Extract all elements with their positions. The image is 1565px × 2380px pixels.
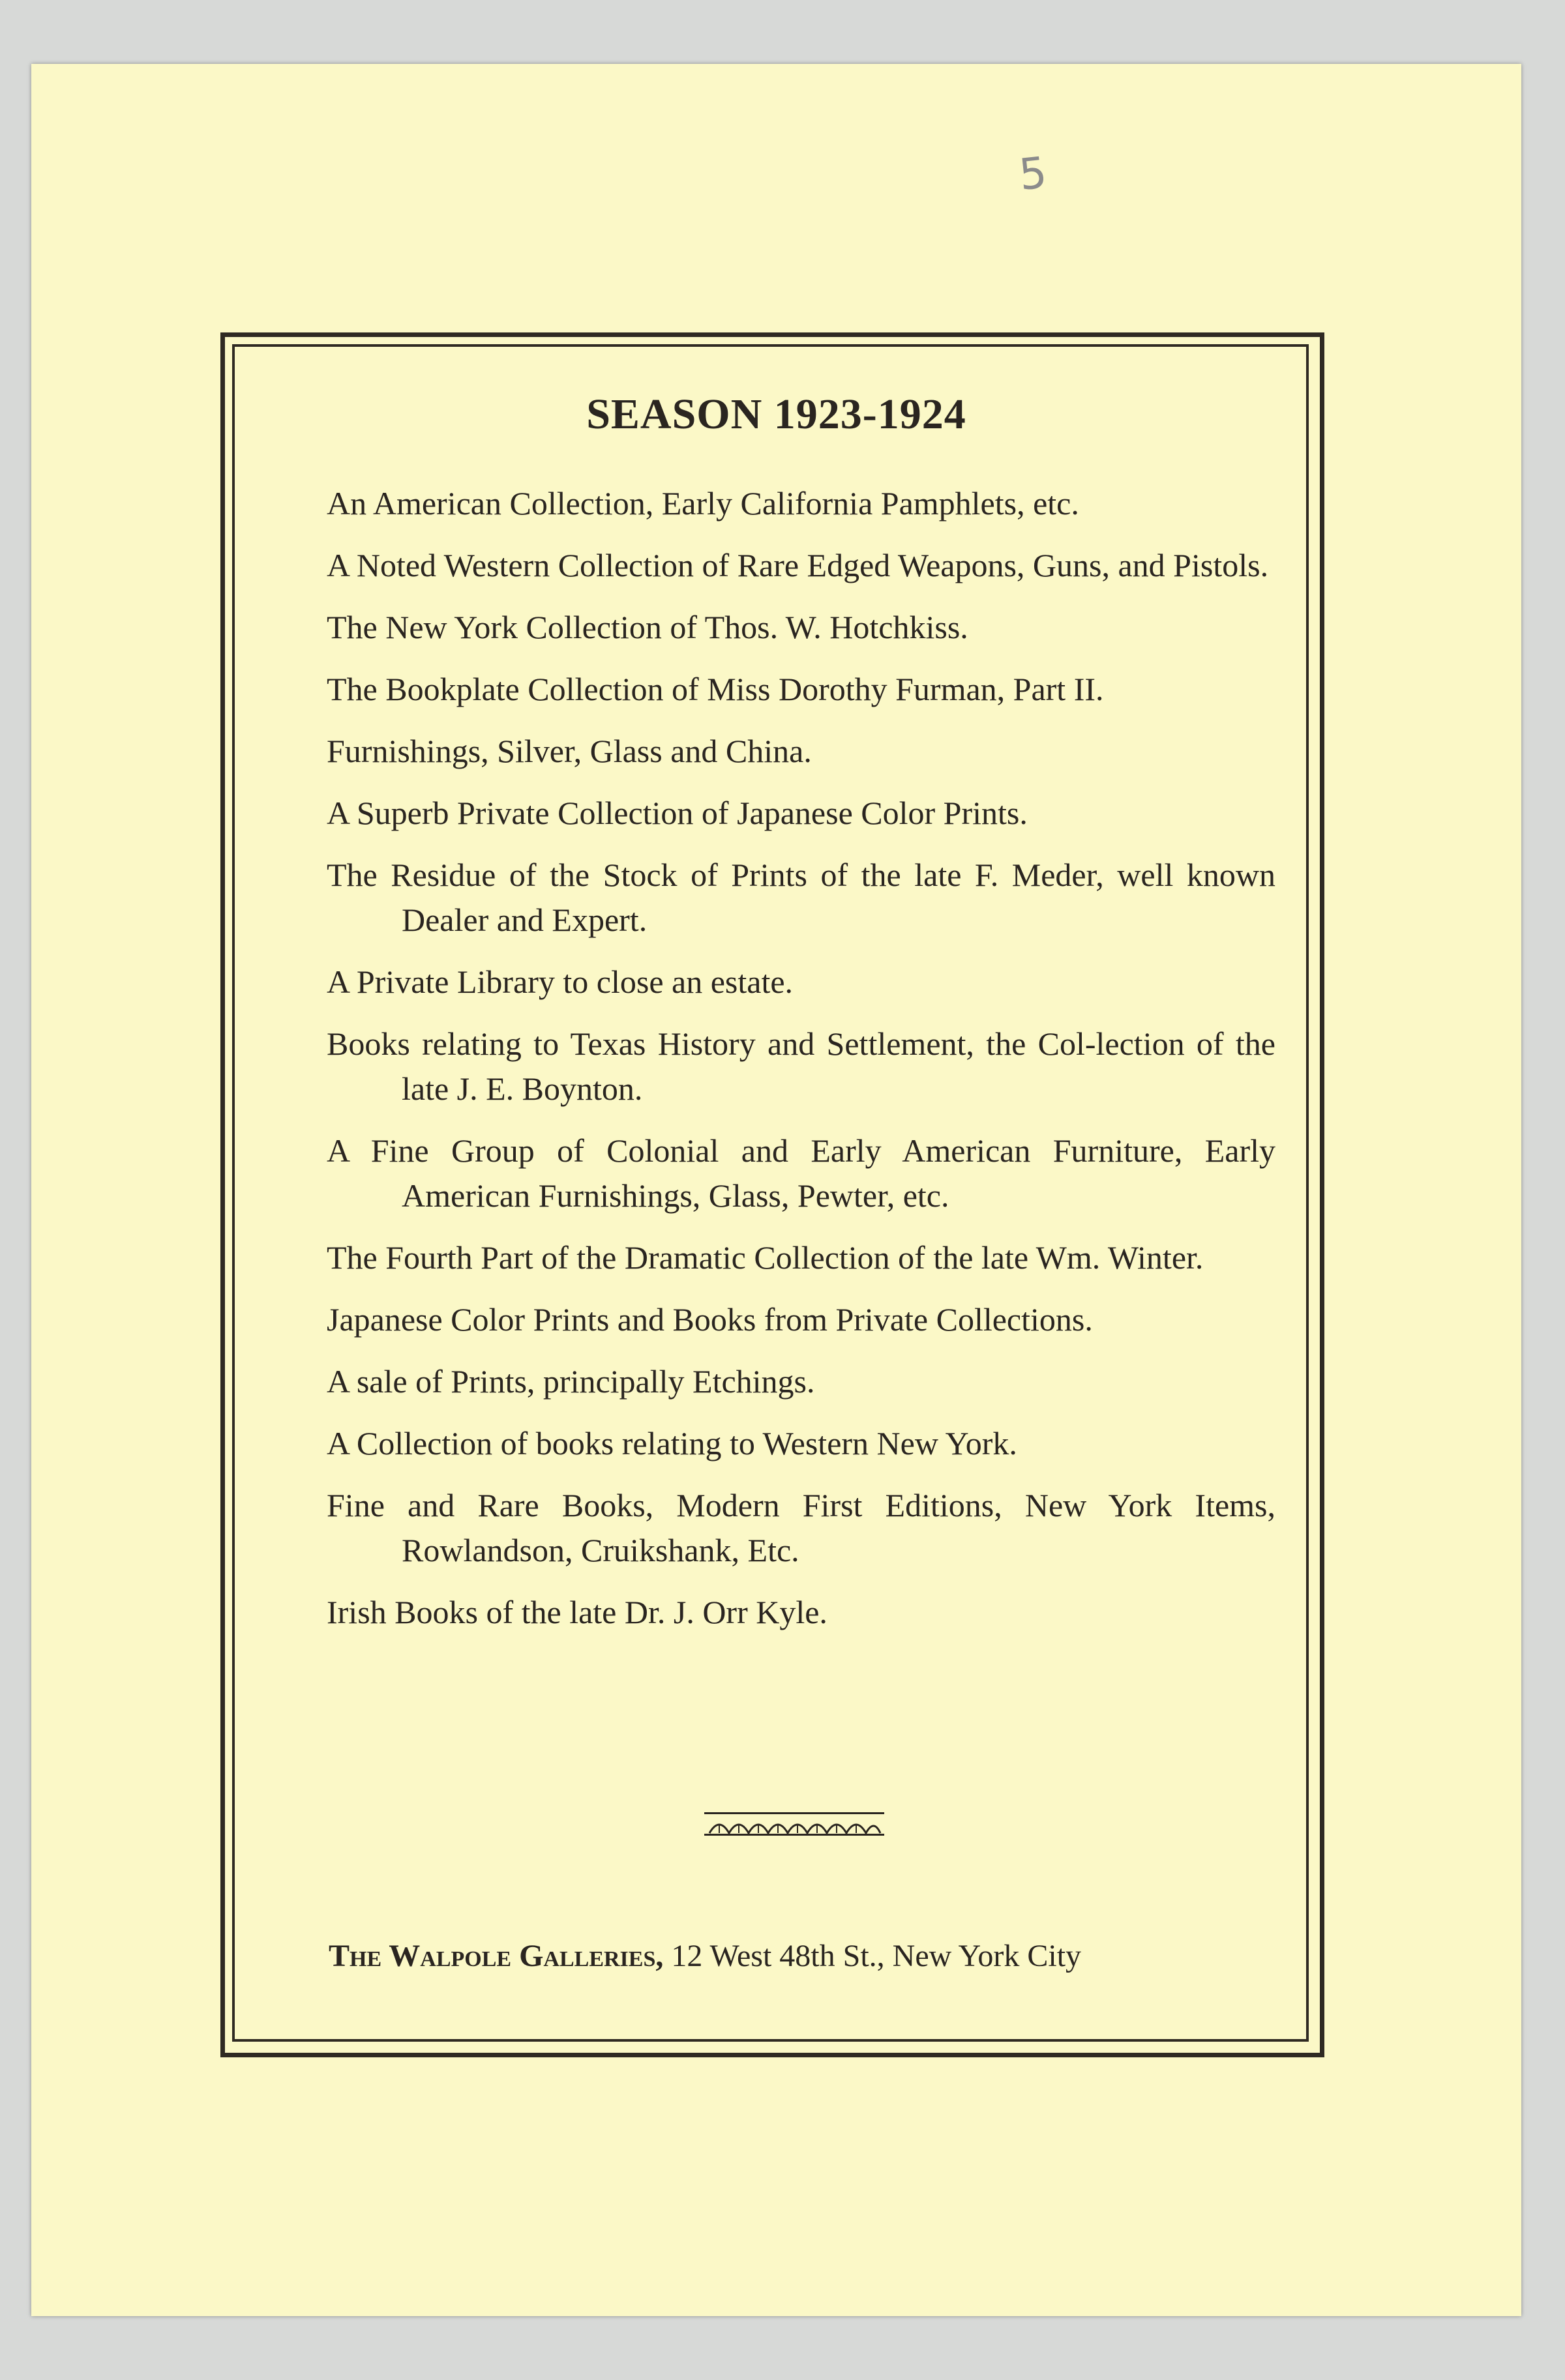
sale-item: Fine and Rare Books, Modern First Editions, New York Items, Rowlandson, Cruikshank, Etc. <box>327 1487 1275 1568</box>
sale-item: The New York Collection of Thos. W. Hotchkiss. <box>327 609 968 645</box>
season-title: SEASON 1923-1924 <box>586 390 966 438</box>
sale-item: A Fine Group of Colonial and Early American Furniture, Early American Furnishings, Glass, Pewter, etc. <box>327 1132 1275 1214</box>
gallery-address: 12 West 48th St., New York City <box>671 1939 1082 1973</box>
sale-item: A Noted Western Collection of Rare Edged Weapons, Guns, and Pistols. <box>327 547 1269 583</box>
sale-item: A Superb Private Collection of Japanese Color Prints. <box>327 795 1028 831</box>
sale-item: The Residue of the Stock of Prints of the late F. Meder, well known Dealer and Expert. <box>327 857 1275 938</box>
catalog-back-cover <box>31 64 1521 2316</box>
sale-item: Irish Books of the late Dr. J. Orr Kyle. <box>327 1594 827 1630</box>
sale-item: Japanese Color Prints and Books from Private Collections. <box>327 1301 1093 1338</box>
gallery-name: The Walpole Galleries, <box>329 1939 664 1973</box>
sale-item: An American Collection, Early California Pamphlets, etc. <box>327 485 1079 522</box>
sale-item: The Fourth Part of the Dramatic Collection of the late Wm. Winter. <box>327 1239 1204 1276</box>
sale-item: A Collection of books relating to Western New York. <box>327 1425 1017 1462</box>
sale-item: Furnishings, Silver, Glass and China. <box>327 733 812 769</box>
sale-list <box>327 481 1275 1652</box>
sale-item: Books relating to Texas History and Settlement, the Col-lection of the late J. E. Boynton. <box>327 1025 1275 1107</box>
sale-item: A Private Library to close an estate. <box>327 963 794 1000</box>
sale-item: A sale of Prints, principally Etchings. <box>327 1363 815 1400</box>
sale-item: The Bookplate Collection of Miss Dorothy Furman, Part II. <box>327 671 1104 707</box>
handwritten-page-number: 5 <box>1017 147 1049 200</box>
printer-ornament-icon <box>703 1811 886 1837</box>
publisher-footer <box>329 1938 1277 1974</box>
